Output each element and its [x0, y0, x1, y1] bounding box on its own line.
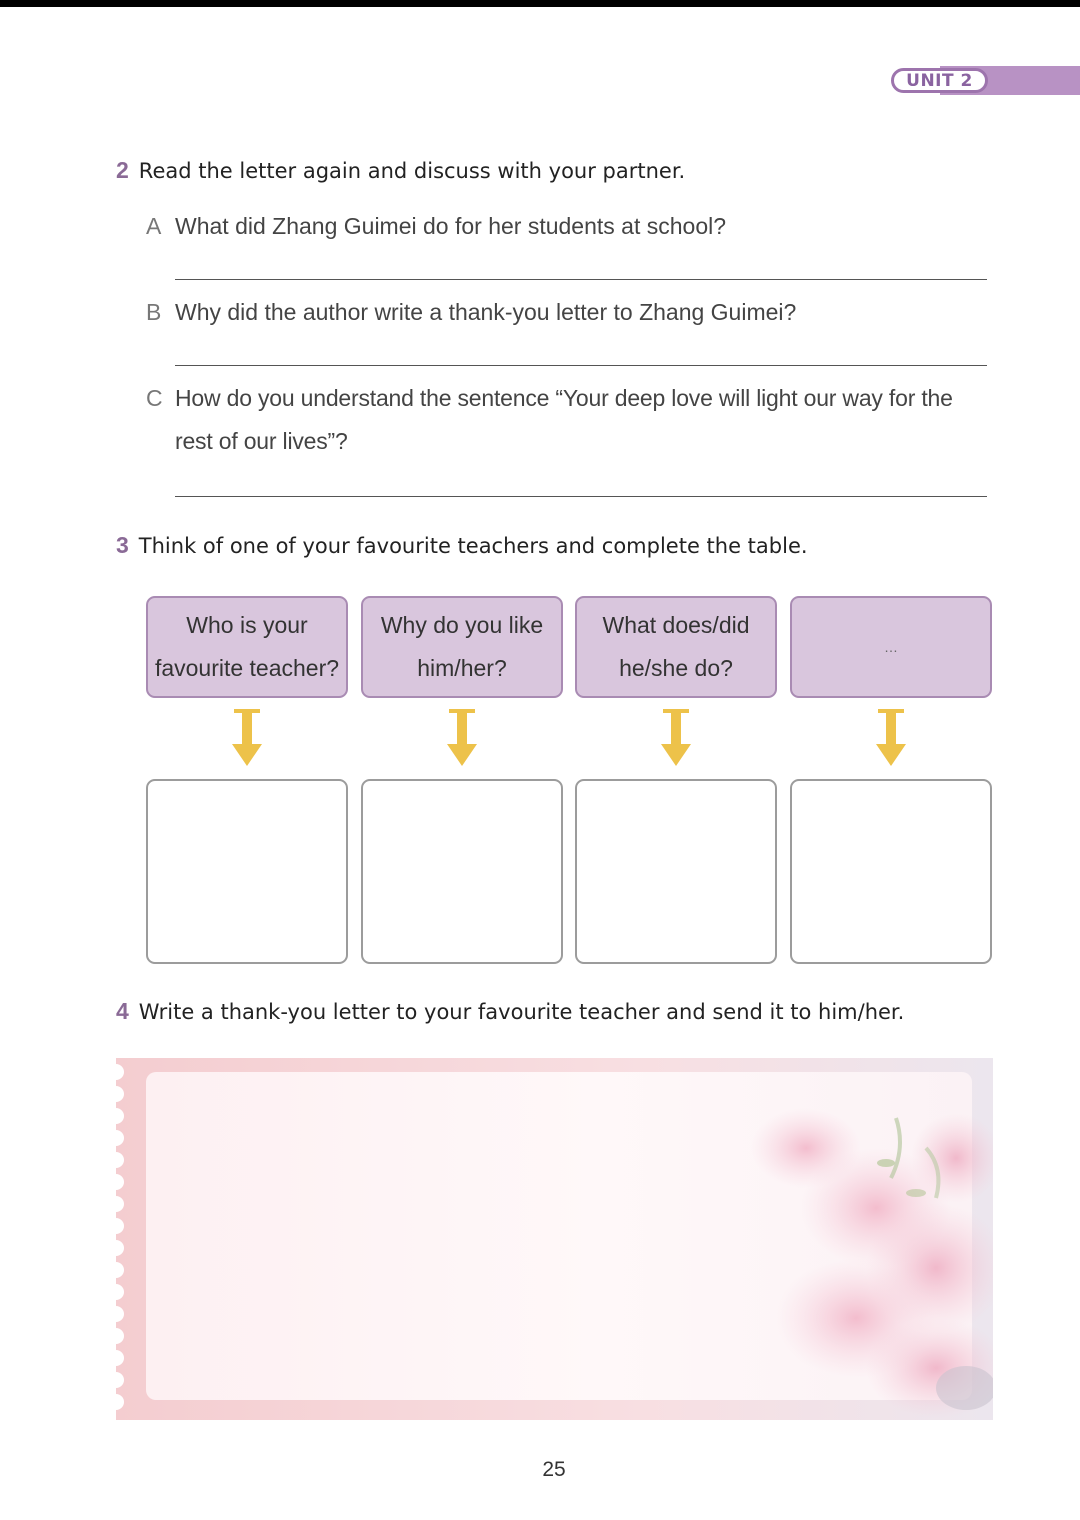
- task-number: 4: [116, 998, 129, 1024]
- task-instruction: Read the letter again and discuss with your partner.: [138, 159, 686, 183]
- table-cell-why[interactable]: [361, 779, 563, 964]
- question-a: [146, 205, 996, 248]
- task-number: 2: [116, 157, 129, 183]
- table-header-what: [575, 596, 777, 698]
- header-line-1: …: [884, 638, 898, 655]
- task-2-heading: [116, 157, 685, 184]
- header-line-2: favourite teacher?: [154, 655, 340, 681]
- table-cell-who[interactable]: [146, 779, 348, 964]
- question-text: How do you understand the sentence “Your deep love will light our way for the rest of our lives”?: [175, 385, 953, 454]
- page-number: 25: [542, 1458, 566, 1481]
- question-letter: B: [146, 299, 162, 325]
- table-header-more: [790, 596, 992, 698]
- task-4-heading: [116, 998, 904, 1025]
- answer-line-b[interactable]: [175, 365, 987, 366]
- question-b: [146, 291, 996, 334]
- task-3-heading: [116, 532, 808, 559]
- question-text: Why did the author write a thank-you letter to Zhang Guimei?: [175, 299, 797, 325]
- task-number: 3: [116, 532, 129, 558]
- question-letter: C: [146, 385, 163, 411]
- answer-line-c[interactable]: [175, 496, 987, 497]
- question-c: [146, 377, 996, 463]
- question-letter: A: [146, 213, 162, 239]
- letter-paper-illustration: [116, 1058, 993, 1420]
- down-arrow-icon: [446, 708, 478, 768]
- question-text: What did Zhang Guimei do for her students at school?: [175, 213, 727, 239]
- unit-badge: UNIT 2: [891, 68, 988, 93]
- task-instruction: Write a thank-you letter to your favourite teacher and send it to him/her.: [138, 1000, 905, 1024]
- top-border: [0, 0, 1080, 7]
- header-line-2: him/her?: [417, 655, 507, 681]
- header-line-2: he/she do?: [619, 655, 733, 681]
- down-arrow-icon: [231, 708, 263, 768]
- header-line-1: Why do you like: [380, 612, 544, 638]
- answer-line-a[interactable]: [175, 279, 987, 280]
- letter-writing-area[interactable]: [116, 1058, 993, 1420]
- down-arrow-icon: [660, 708, 692, 768]
- header-line-1: Who is your: [186, 612, 308, 638]
- table-cell-more[interactable]: [790, 779, 992, 964]
- table-header-who: [146, 596, 348, 698]
- table-cell-what[interactable]: [575, 779, 777, 964]
- down-arrow-icon: [875, 708, 907, 768]
- table-header-why: [361, 596, 563, 698]
- task-instruction: Think of one of your favourite teachers and complete the table.: [138, 534, 808, 558]
- header-line-1: What does/did: [602, 612, 750, 638]
